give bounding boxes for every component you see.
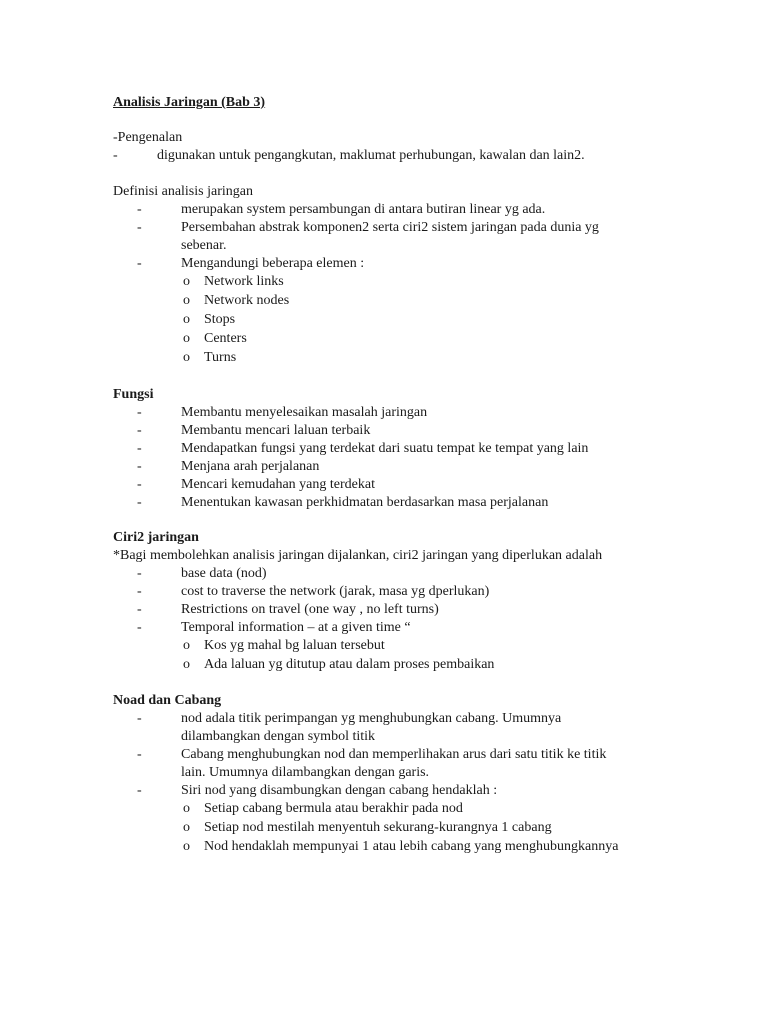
list-item: Membantu menyelesaikan masalah jaringan: [181, 405, 428, 420]
list-dash: -: [137, 495, 142, 510]
sub-bullet: o: [183, 293, 190, 308]
sub-list-item: Network nodes: [204, 293, 290, 308]
section-heading-ciri: Ciri2 jaringan: [113, 530, 199, 545]
sub-bullet: o: [183, 839, 190, 854]
section-heading-pengenalan: -Pengenalan: [113, 130, 183, 145]
list-item: Temporal information – at a given time “: [181, 620, 411, 635]
list-item: merupakan system persambungan di antara butiran linear yg ada.: [181, 202, 546, 217]
list-dash: -: [137, 783, 142, 798]
list-item: Menjana arah perjalanan: [181, 459, 320, 474]
list-item: Restrictions on travel (one way , no left turns): [181, 602, 439, 617]
sub-bullet: o: [183, 657, 190, 672]
list-item: cost to traverse the network (jarak, masa yg dperlukan): [181, 584, 490, 599]
list-item: Mendapatkan fungsi yang terdekat dari suatu tempat ke tempat yang lain: [181, 441, 589, 456]
document-title: Analisis Jaringan (Bab 3): [113, 95, 266, 110]
list-dash: -: [137, 423, 142, 438]
list-dash: -: [113, 148, 118, 163]
sub-list-item: Nod hendaklah mempunyai 1 atau lebih cabang yang menghubungkannya: [204, 839, 619, 854]
list-dash: -: [137, 602, 142, 617]
list-item-continuation: lain. Umumnya dilambangkan dengan garis.: [181, 765, 430, 780]
list-item: Menentukan kawasan perkhidmatan berdasarkan masa perjalanan: [181, 495, 549, 510]
section-note: *Bagi membolehkan analisis jaringan dijalankan, ciri2 jaringan yang diperlukan adalah: [113, 548, 603, 563]
sub-bullet: o: [183, 331, 190, 346]
sub-bullet: o: [183, 801, 190, 816]
sub-list-item: Kos yg mahal bg laluan tersebut: [204, 638, 385, 653]
list-item-continuation: sebenar.: [181, 238, 227, 253]
list-item: Persembahan abstrak komponen2 serta ciri2 sistem jaringan pada dunia yg: [181, 220, 599, 235]
list-item: digunakan untuk pengangkutan, maklumat perhubungan, kawalan dan lain2.: [157, 148, 585, 163]
list-dash: -: [137, 220, 142, 235]
sub-list-item: Centers: [204, 331, 247, 346]
list-dash: -: [137, 459, 142, 474]
section-heading-noad: Noad dan Cabang: [113, 693, 222, 708]
list-item: base data (nod): [181, 566, 267, 581]
section-heading-fungsi: Fungsi: [113, 387, 154, 402]
list-dash: -: [137, 405, 142, 420]
sub-list-item: Ada laluan yg ditutup atau dalam proses pembaikan: [204, 657, 495, 672]
sub-list-item: Stops: [204, 312, 236, 327]
list-item: Cabang menghubungkan nod dan memperlihakan arus dari satu titik ke titik: [181, 747, 607, 762]
sub-list-item: Turns: [204, 350, 237, 365]
list-item: Siri nod yang disambungkan dengan cabang hendaklah :: [181, 783, 498, 798]
sub-list-item: Setiap nod mestilah menyentuh sekurang-kurangnya 1 cabang: [204, 820, 552, 835]
list-item: Mencari kemudahan yang terdekat: [181, 477, 375, 492]
list-dash: -: [137, 711, 142, 726]
list-dash: -: [137, 620, 142, 635]
list-dash: -: [137, 202, 142, 217]
sub-list-item: Setiap cabang bermula atau berakhir pada nod: [204, 801, 463, 816]
list-dash: -: [137, 566, 142, 581]
list-dash: -: [137, 747, 142, 762]
list-item-continuation: dilambangkan dengan symbol titik: [181, 729, 376, 744]
list-dash: -: [137, 584, 142, 599]
list-item: Membantu mencari laluan terbaik: [181, 423, 371, 438]
sub-bullet: o: [183, 312, 190, 327]
sub-bullet: o: [183, 638, 190, 653]
sub-bullet: o: [183, 350, 190, 365]
section-heading-definisi: Definisi analisis jaringan: [113, 184, 253, 199]
list-dash: -: [137, 477, 142, 492]
sub-list-item: Network links: [204, 274, 284, 289]
sub-bullet: o: [183, 274, 190, 289]
sub-bullet: o: [183, 820, 190, 835]
list-item: Mengandungi beberapa elemen :: [181, 256, 365, 271]
list-dash: -: [137, 441, 142, 456]
list-dash: -: [137, 256, 142, 271]
list-item: nod adala titik perimpangan yg menghubungkan cabang. Umumnya: [181, 711, 562, 726]
